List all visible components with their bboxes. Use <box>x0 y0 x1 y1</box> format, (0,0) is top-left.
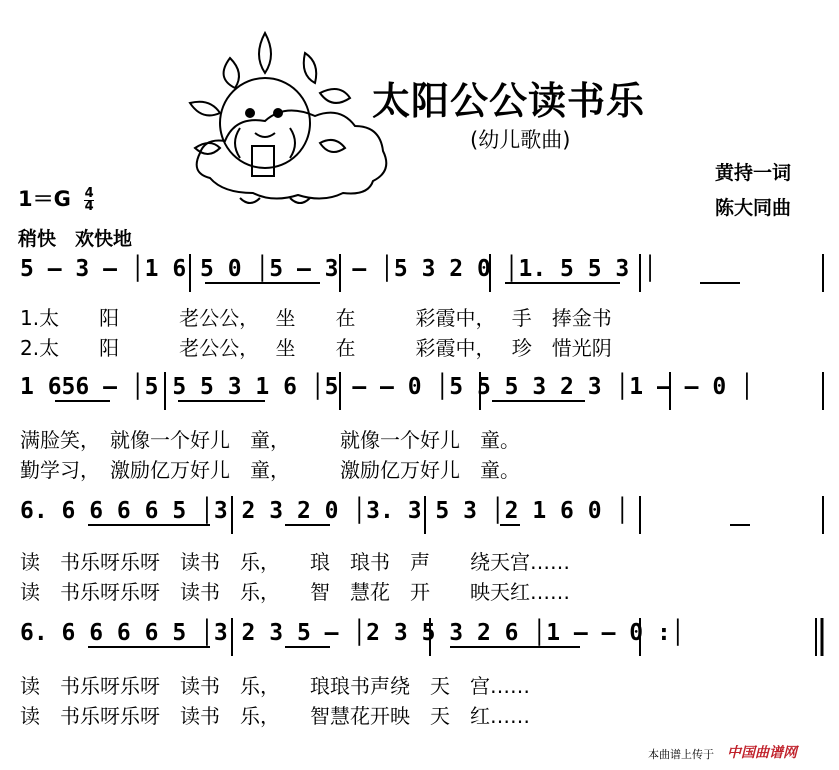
composer-credit: 陈大同曲 <box>715 197 792 219</box>
notation-row-1 <box>0 252 839 292</box>
lyric-row-3a: 读 书乐呀乐呀 读书 乐， 琅 琅书 声 绕天宫…… <box>20 550 570 574</box>
notes-row-3: 6. 6 6 6 6 5 │3 2 3 2 0 │3. 3 5 3 │2 1 6 0 │ <box>20 498 630 524</box>
lyric-row-1b: 2.太 阳 老公公， 坐 在 彩霞中， 珍 惜光阴 <box>20 336 612 360</box>
lyric-row-3b: 读 书乐呀乐呀 读书 乐， 智 慧花 开 映天红…… <box>20 580 570 604</box>
lyric-row-2a: 满脸笑， 就像一个好儿 童， 就像一个好儿 童。 <box>20 428 520 452</box>
lyric-row-1a: 1.太 阳 老公公， 坐 在 彩霞中， 手 捧金书 <box>20 306 612 330</box>
lyric-row-4b: 读 书乐呀乐呀 读书 乐， 智慧花开映 天 红…… <box>20 704 530 728</box>
key-text: 1＝G <box>18 187 71 211</box>
time-top: 4 <box>84 185 94 201</box>
lyric-row-4a: 读 书乐呀乐呀 读书 乐， 琅琅书声绕 天 宫…… <box>20 674 530 698</box>
upload-note: 本曲谱上传于 <box>648 748 714 761</box>
song-title: 太阳公公读书乐 <box>372 79 646 123</box>
key-signature <box>18 183 94 213</box>
notes-row-4: 6. 6 6 6 6 5 │3 2 3 5 – │2 3 5 3 2 6 │1 – – 0 :│ <box>20 620 685 646</box>
song-subtitle: (幼儿歌曲) <box>470 128 571 152</box>
tempo-marking: 稍快 欢快地 <box>18 228 133 250</box>
lyricist-credit: 黄持一词 <box>715 162 792 184</box>
notation-row-3 <box>0 494 839 534</box>
notes-row-1: 5 – 3 – │1 6 5 0 │5 – 3 – │5 3 2 0 │1. 5 5 3 │ <box>20 256 657 282</box>
time-bottom: 4 <box>84 198 94 214</box>
notation-row-2 <box>0 370 839 410</box>
site-logo[interactable]: 中国曲谱网 <box>727 745 797 761</box>
notation-row-4 <box>0 616 839 656</box>
lyric-row-2b: 勤学习， 激励亿万好儿 童， 激励亿万好儿 童。 <box>20 458 520 482</box>
time-signature <box>84 185 94 214</box>
notes-row-2: 1 656 – │5 5 5 3 1 6 │5 – – 0 │5 5 5 3 2 3 │1 – – 0 │ <box>20 374 754 400</box>
